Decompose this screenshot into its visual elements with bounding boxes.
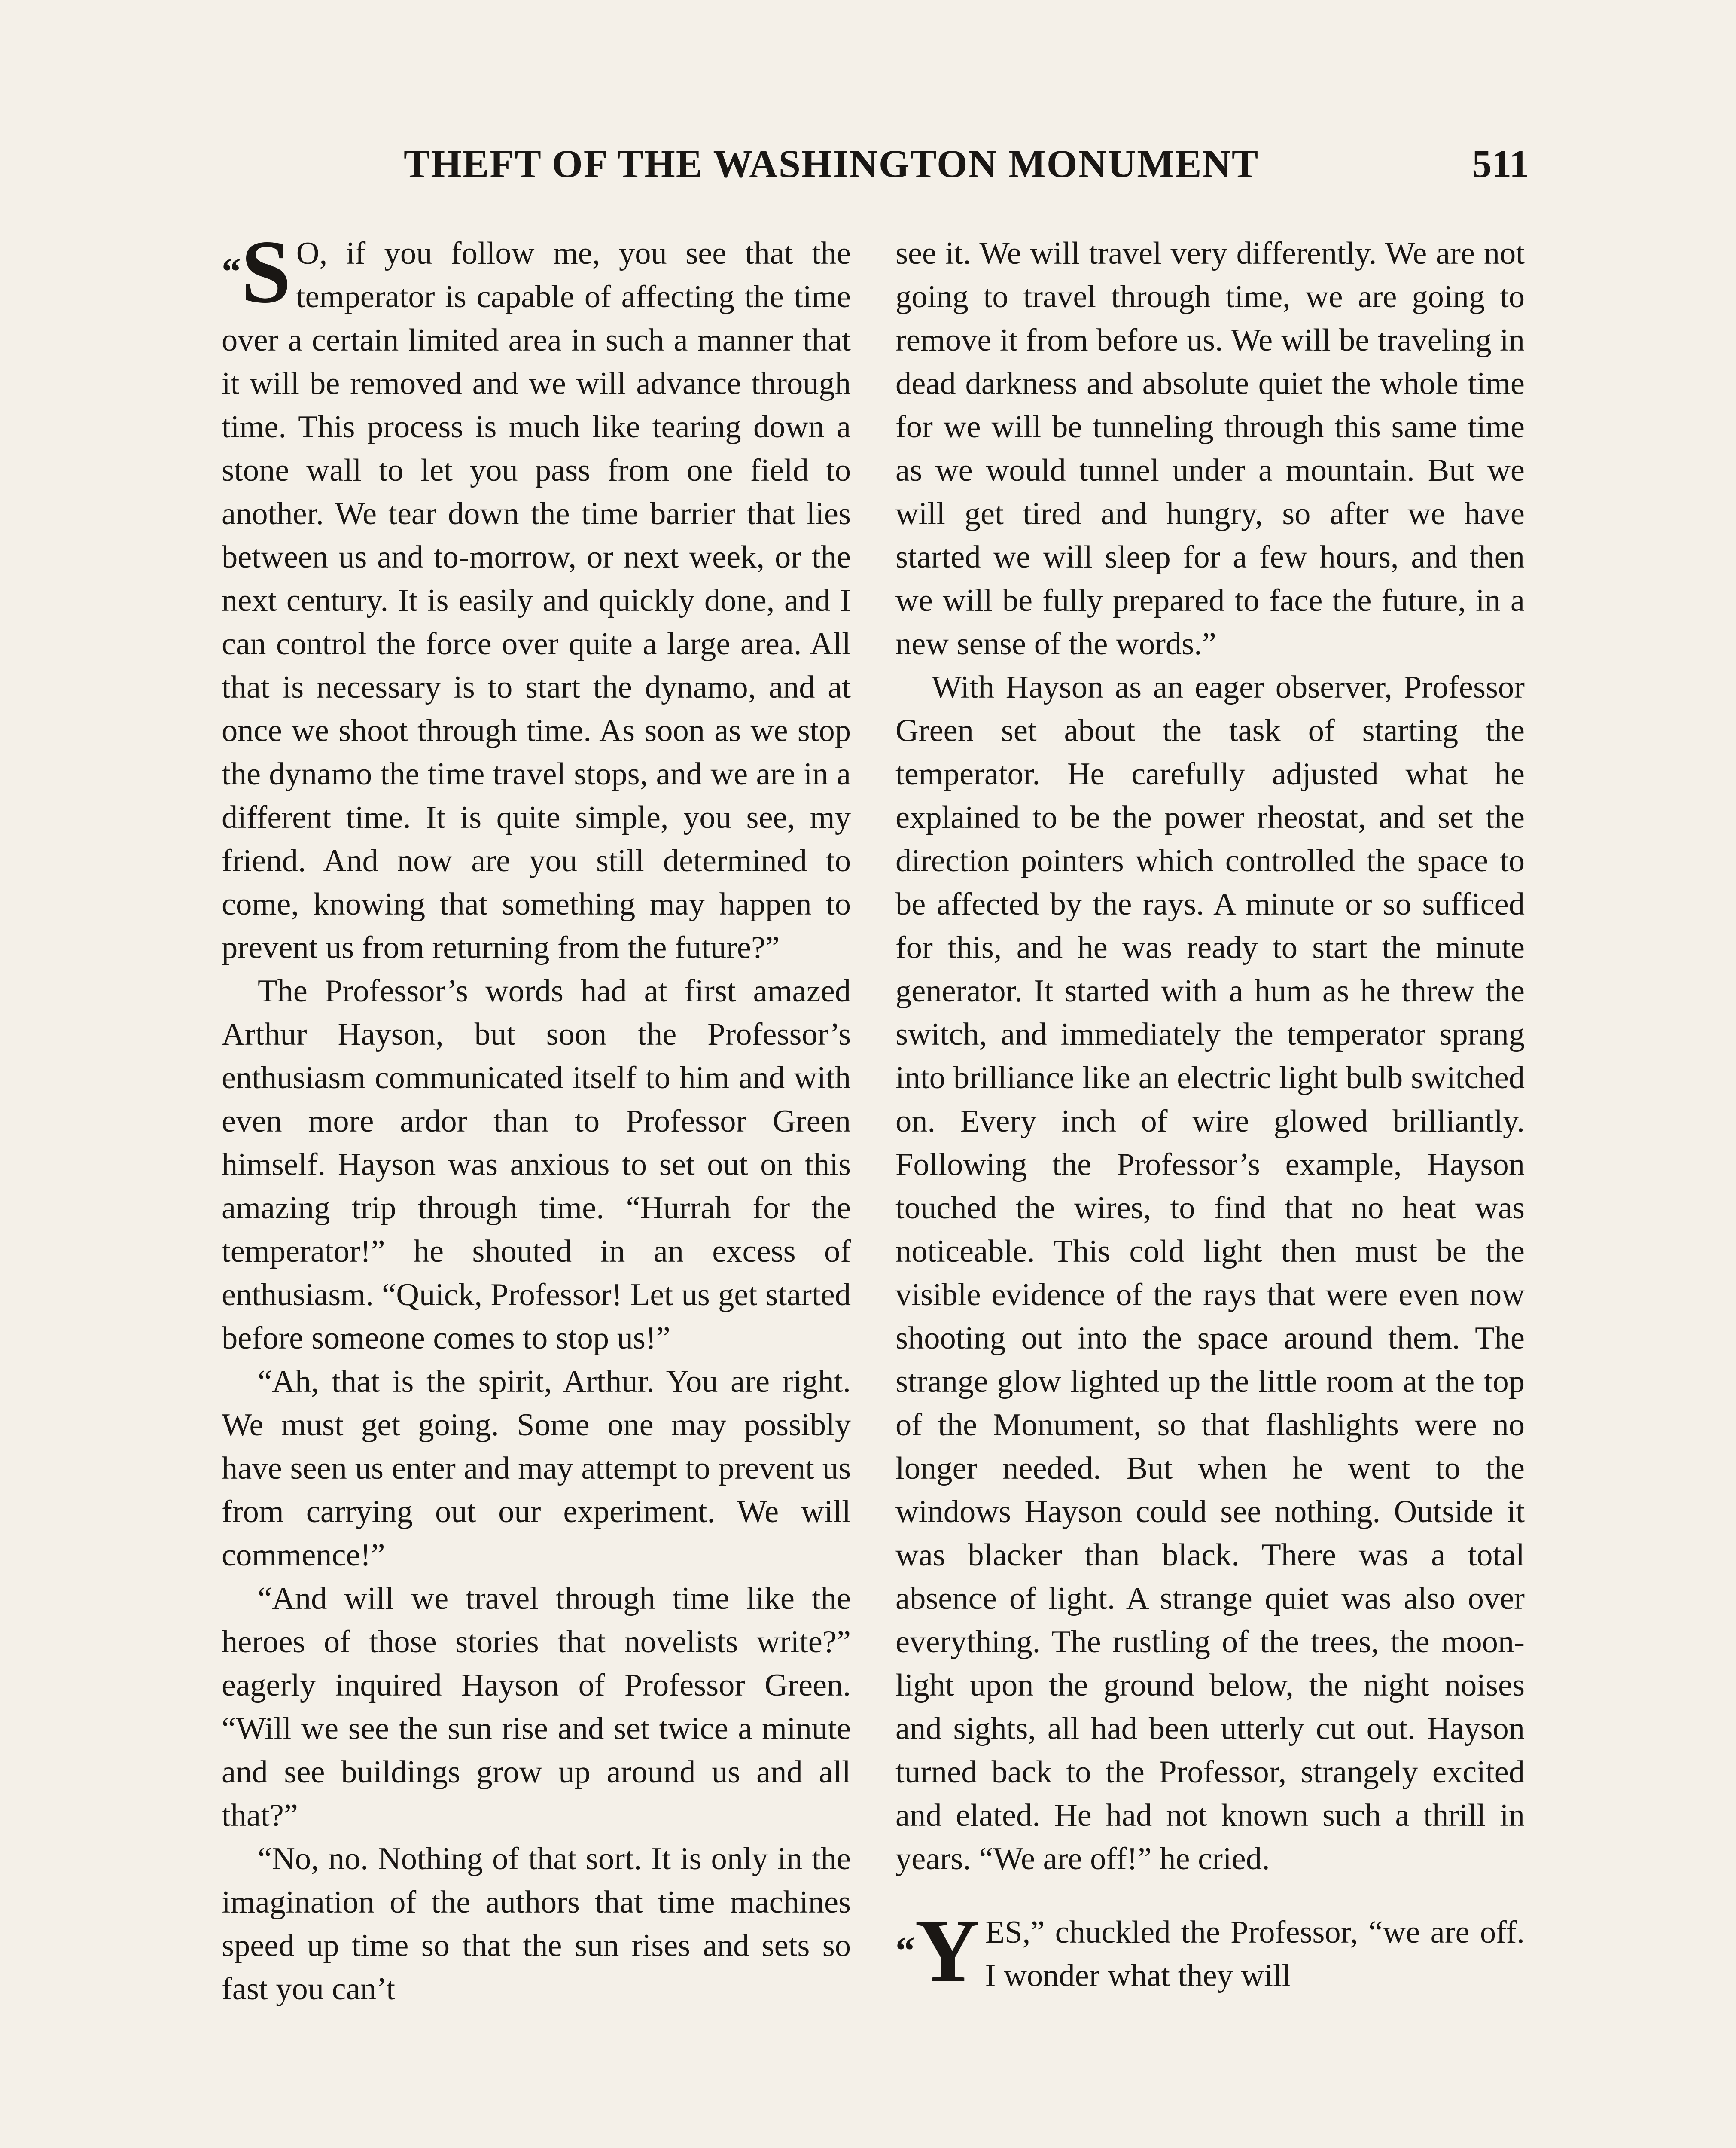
paragraph-text: O, if you follow me, you see that the temperator is capable of affecting the time over a certain limited area in such a manner that it will be removed and we will advance through time. This process is much like tearing down a stone wall to let you pass from one field to another. We tear down the time barrier that lies between us and to-morrow, or next week, or the next century. It is easily and quickly done, and I can control the force over quite a large area. All that is necessary is to start the dynamo, and at once we shoot through time. As soon as we stop the dynamo the time travel stops, and we are in a different time. It is quite simple, you see, my friend. And now are you still determined to come, knowing that something may happen to prevent us from returning from the future?”	[222, 236, 851, 965]
left-column	[222, 222, 851, 2011]
paragraph-opening	[222, 222, 851, 970]
drop-cap-letter: S	[241, 222, 291, 322]
paragraph: With Hayson as an eager observer, Professor Green set about the task of starting the temperator. He carefully adjusted what he explained to be the power rheostat, and set the direction pointers which controlled the space to be affected by the rays. A minute or so sufficed for this, and he was ready to start the minute generator. It started with a hum as he threw the switch, and immediately the temperator sprang into brilliance like an electric light bulb switched on. Every inch of wire glowed brilliantly. Following the Professor’s example, Hayson touched the wires, to find that no heat was noticeable. This cold light then must be the visible evidence of the rays that were even now shooting out into the space around them. The strange glow lighted up the little room at the top of the Monument, so that flashlights were no longer needed. But when he went to the windows Hayson could see nothing. Outside it was blacker than black. There was a total absence of light. A strange quiet was also over everything. The rustling of the trees, the moon-light upon the ground below, the night noises and sights, all had been utterly cut out. Hayson turned back to the Professor, strangely excited and elated. He had not known such a thrill in years. “We are off!” he cried.	[895, 670, 1525, 1876]
drop-cap	[895, 1901, 980, 2001]
running-title: THEFT OF THE WASHINGTON MONUMENT	[404, 142, 1259, 186]
page-header	[223, 137, 1529, 201]
drop-cap	[222, 222, 291, 322]
section-break	[895, 1881, 1525, 1911]
drop-cap-quote: “	[222, 250, 241, 293]
page-number: 511	[1472, 142, 1529, 186]
paragraph: The Professor’s words had at first amazed Arthur Hayson, but soon the Professor’s enthusiasm communicated itself to him and with even more ardor than to Professor Green himself. Hayson was anxious to set out on this amazing trip through time. “Hurrah for the temperator!” he shouted in an excess of enthusiasm. “Quick, Professor! Let us get started before someone comes to stop us!”	[222, 973, 851, 1356]
drop-cap-letter: Y	[915, 1901, 980, 2001]
paragraph: “Ah, that is the spirit, Arthur. You are right. We must get going. Some one may possibly have seen us enter and may attempt to prevent us from carrying out our experiment. We will commence!”	[222, 1364, 851, 1573]
paragraph-section-opening	[895, 1901, 1525, 2001]
paragraph-text: ES,” chuckled the Professor, “we are off. I wonder what they will	[985, 1915, 1525, 1993]
paragraph: “And will we travel through time like the heroes of those stories that novelists write?” eagerly inquired Hayson of Professor Green. “Will we see the sun rise and set twice a minute and see buildings grow up around us and all that?”	[222, 1581, 851, 1833]
paragraph: “No, no. Nothing of that sort. It is only in the imagination of the authors that time machines speed up time so that the sun rises and sets so fast you can’t	[222, 1841, 851, 2007]
drop-cap-quote: “	[895, 1929, 915, 1972]
right-column	[895, 232, 1525, 2001]
paragraph-continued: see it. We will travel very differently. We are not going to travel through time, we are going to remove it from before us. We will be traveling in dead darkness and absolute quiet the whole time for we will be tunneling through this same time as we would tunnel under a mountain. But we will get tired and hungry, so after we have started we will sleep for a few hours, and then we will be fully prepared to face the future, in a new sense of the words.”	[895, 236, 1525, 662]
